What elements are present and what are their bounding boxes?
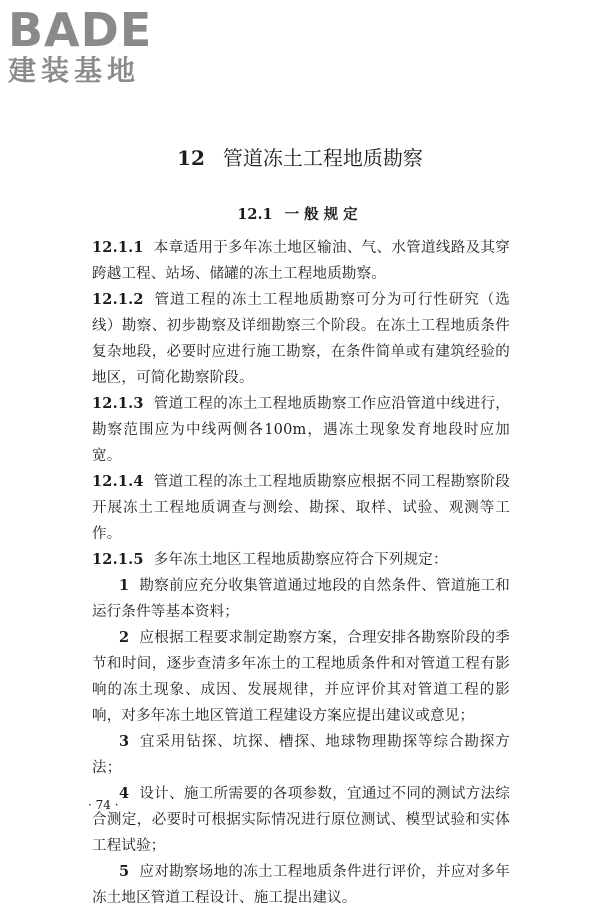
item-text: 宜采用钻探、坑探、槽探、地球物理勘探等综合勘探方法； [92, 734, 510, 776]
list-item [92, 781, 510, 859]
chapter-title [0, 146, 600, 170]
logo [8, 3, 178, 88]
page-number: · 74 · [88, 798, 119, 812]
clause-number: 12.1.4 [92, 473, 144, 490]
list-item [92, 573, 510, 625]
section-title [0, 205, 600, 225]
clause-text: 管道工程的冻土工程地质勘察应根据不同工程勘察阶段开展冻土工程地质调查与测绘、勘探、取样、试验、观测等工作。 [92, 474, 510, 542]
item-text: 勘察前应充分收集管道通过地段的自然条件、管道施工和运行条件等基本资料； [92, 578, 510, 620]
section-number: 12.1 [237, 206, 273, 223]
clause-number: 12.1.2 [92, 291, 144, 308]
clause-number: 12.1.5 [92, 551, 144, 568]
item-text: 应对勘察场地的冻土工程地质条件进行评价，并应对多年冻土地区管道工程设计、施工提出建议。 [92, 864, 510, 906]
clause-12-1-4 [92, 469, 510, 547]
item-number: 2 [119, 629, 130, 646]
clause-number: 12.1.1 [92, 239, 144, 256]
clause-text: 管道工程的冻土工程地质勘察工作应沿管道中线进行，勘察范围应为中线两侧各100m，遇冻土现象发育地段时应加宽。 [92, 396, 510, 464]
clause-text: 本章适用于多年冻土地区输油、气、水管道线路及其穿跨越工程、站场、储罐的冻土工程地质勘察。 [92, 240, 510, 282]
list-item [92, 625, 510, 729]
list-item [92, 729, 510, 781]
item-text: 应根据工程要求制定勘察方案，合理安排各勘察阶段的季节和时间，逐步查清多年冻土的工程地质条件和对管道工程有影响的冻土现象、成因、发展规律，并应评价其对管道工程的影响，对多年冻土地区管道工程建设方案应提出建议或意见； [92, 630, 510, 724]
clause-text: 多年冻土地区工程地质勘察应符合下列规定： [153, 552, 448, 568]
list-item [92, 859, 510, 911]
item-text: 设计、施工所需要的各项参数，宜通过不同的测试方法综合测定，必要时可根据实际情况进行原位测试、模型试验和实体工程试验； [92, 786, 510, 854]
logo-subtitle: 建装基地 [8, 54, 141, 87]
body-text [92, 235, 510, 911]
logo-wordmark: BADE [8, 3, 153, 57]
section-name: 一般规定 [284, 206, 363, 223]
clause-12-1-3 [92, 391, 510, 469]
clause-12-1-2 [92, 287, 510, 391]
clause-text: 管道工程的冻土工程地质勘察可分为可行性研究（选线）勘察、初步勘察及详细勘察三个阶段。在冻土工程地质条件复杂地段，必要时应进行施工勘察，在条件简单或有建筑经验的地区，可简化勘察阶段。 [92, 292, 510, 386]
clause-12-1-5 [92, 547, 510, 573]
chapter-name: 管道冻土工程地质勘察 [222, 146, 423, 170]
clause-12-1-1 [92, 235, 510, 287]
item-number: 3 [119, 733, 130, 750]
item-number: 1 [119, 577, 130, 594]
clause-number: 12.1.3 [92, 395, 144, 412]
item-number: 5 [119, 863, 130, 880]
item-number: 4 [119, 785, 130, 802]
chapter-number: 12 [177, 146, 205, 170]
